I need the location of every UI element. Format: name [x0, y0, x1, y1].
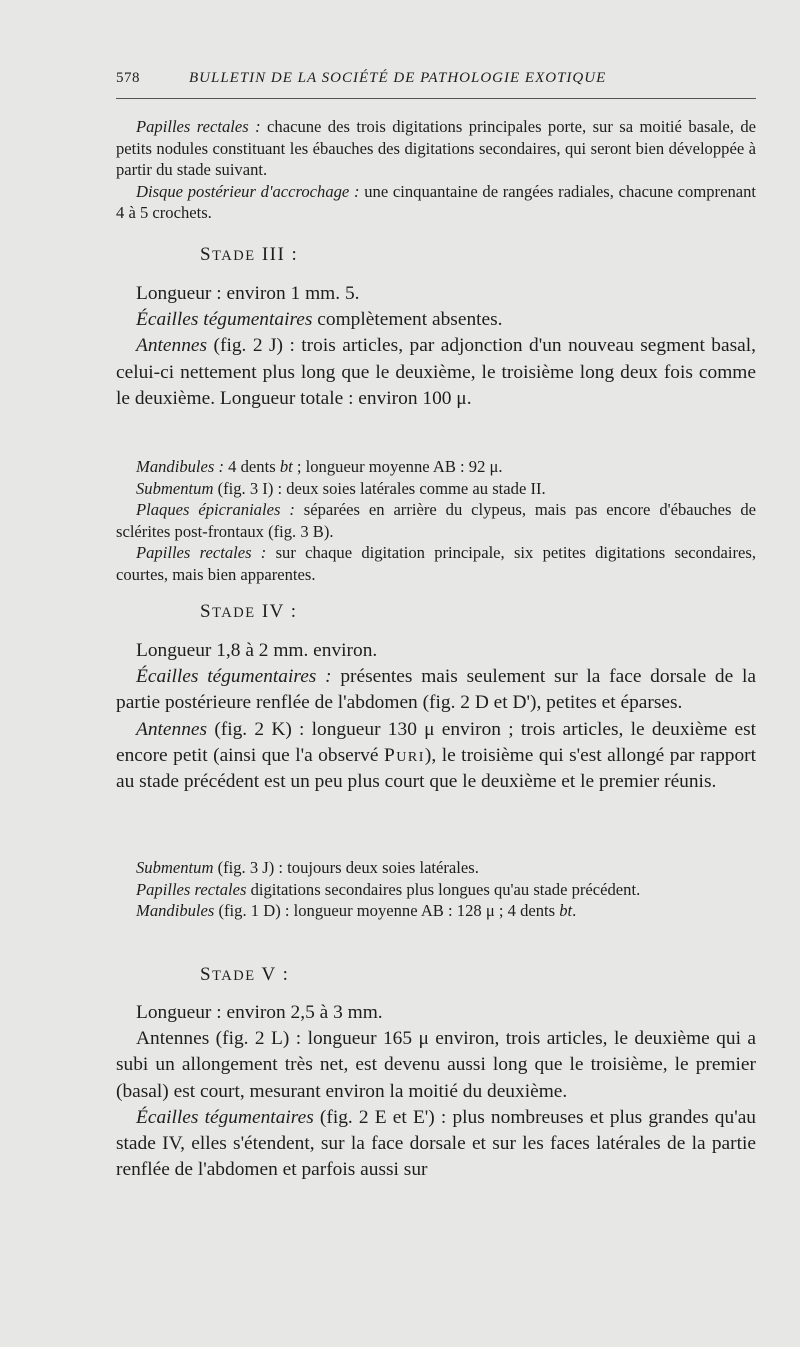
journal-title: BULLETIN DE LA SOCIÉTÉ DE PATHOLOGIE EXOTIQUE [189, 70, 607, 86]
paragraph: Antennes (fig. 2 K) : longueur 130 μ environ ; trois articles, le deuxième est encore petit (ainsi que l'a observé Puri), le troisième qui s'est allongé par rapport au stade précédent est un peu plus court que le deuxième et le premier réunis. [116, 718, 756, 793]
paragraph-text: chacune des trois digitations principales porte, sur sa moitié basale, de petits nodules constituant les ébauches des digitations secondaires, qui seront bien développée à partir du stade suivant. [116, 117, 756, 180]
page-number: 578 [116, 70, 140, 86]
paragraph: Papilles rectales digitations secondaires plus longues qu'au stade précédent. [136, 879, 641, 899]
stade-iii-main [116, 281, 756, 412]
paragraph: Submentum (fig. 3 J) : toujours deux soies latérales. [136, 858, 479, 877]
paragraph: Antennes (fig. 2 J) : trois articles, par adjonction d'un nouveau segment basal, celui-ci nettement plus long que le deuxième, le troisième long deux fois comme le deuxième. Longueur totale : environ 100 μ. [116, 335, 756, 409]
stade-v-main [116, 1000, 756, 1183]
paragraph: Écailles tégumentaires (fig. 2 E et E') : plus nombreuses et plus grandes qu'au stade IV, elles s'étendent, sur la face dorsale et sur les faces latérales de la partie renflée de l'abdomen et parfois aussi sur [116, 1106, 756, 1181]
paragraph: Longueur : environ 1 mm. 5. [136, 283, 360, 304]
paragraph: Papilles rectales : sur chaque digitation principale, six petites digitations secondaires, courtes, mais bien apparentes. [116, 543, 756, 584]
paragraph [116, 181, 756, 224]
paragraph: Mandibules : 4 dents bt ; longueur moyenne AB : 92 μ. [136, 457, 503, 476]
paragraph: Longueur 1,8 à 2 mm. environ. [136, 640, 378, 661]
paragraph: Écailles tégumentaires : présentes mais seulement sur la face dorsale de la partie postérieure renflée de l'abdomen (fig. 2 D et D'), petites et éparses. [116, 666, 756, 714]
term: Disque postérieur d'accrochage : [136, 181, 360, 201]
section-heading-stade-iv: STADE IV : [200, 601, 298, 622]
paragraph: Longueur : environ 2,5 à 3 mm. [136, 1002, 383, 1023]
section-heading-stade-v: STADE V : [200, 964, 290, 985]
paragraph: Écailles tégumentaires complètement absentes. [136, 309, 503, 331]
section-heading-stade-iii: STADE III : [200, 244, 299, 265]
paragraph: Submentum (fig. 3 I) : deux soies latérales comme au stade II. [136, 478, 546, 498]
stade-iii-details [116, 456, 756, 586]
header-rule [116, 98, 756, 99]
author-name: Puri [383, 744, 425, 766]
term: Papilles rectales : [136, 117, 261, 136]
paragraph-text: une cinquantaine de rangées radiales, chacune comprenant 4 à 5 crochets. [116, 181, 757, 223]
paragraph: Mandibules (fig. 1 D) : longueur moyenne AB : 128 μ ; 4 dents bt. [136, 901, 577, 921]
paragraph: Plaques épicraniales : séparées en arrière du clypeus, mais pas encore d'ébauches de sclérites post-frontaux (fig. 3 B). [116, 500, 756, 541]
paragraph: Antennes (fig. 2 L) : longueur 165 μ environ, trois articles, le deuxième qui a subi un allongement très net, est devenu aussi long que le troisième, le premier (basal) est court, mesurant environ la moitié du deuxième. [116, 1028, 756, 1102]
stade-iv-details [116, 857, 756, 922]
paragraph [116, 116, 756, 181]
intro-block [116, 116, 756, 224]
stade-iv-main [116, 638, 756, 795]
